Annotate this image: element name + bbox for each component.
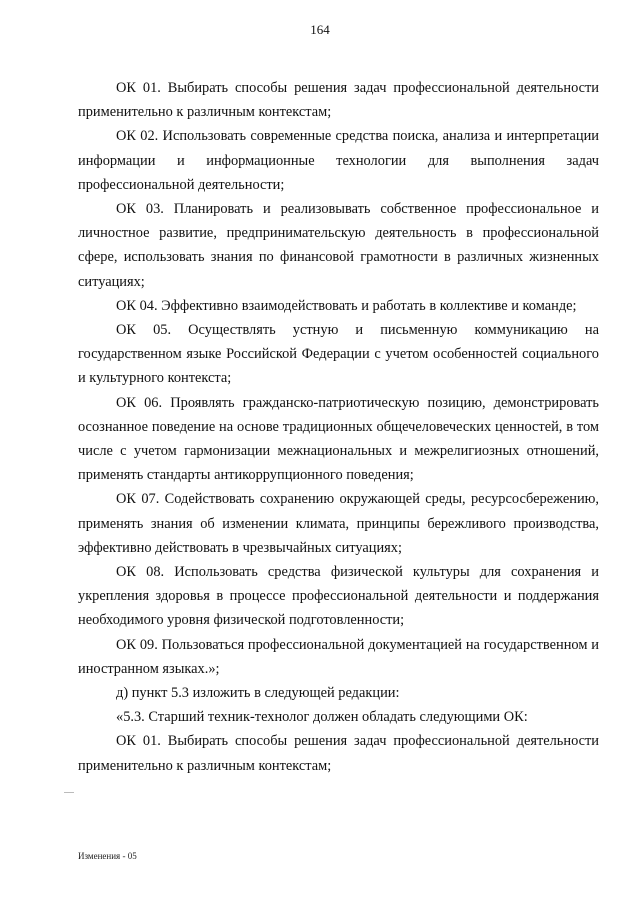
paragraph-item-d: д) пункт 5.3 изложить в следующей редакции: [116, 685, 400, 702]
paragraph-ok04: ОК 04. Эффективно взаимодействовать и работать в коллективе и команде; [116, 297, 577, 314]
page-number: 164 [310, 22, 330, 37]
paragraph-ok03: ОК 03. Планировать и реализовывать собственное профессиональное и личностное развитие, предпринимательскую деятельность в профессиональной сфере, использовать знания по финансовой грамотности в различных жизненных ситуациях; [78, 201, 599, 290]
paragraph-ok01: ОК 01. Выбирать способы решения задач профессиональной деятельности применительно к различным контекстам; [78, 80, 599, 121]
paragraph-ok06: ОК 06. Проявлять гражданско-патриотическую позицию, демонстрировать осознанное поведение на основе традиционных общечеловеческих ценностей, в том числе с учетом гармонизации межнациональных и межрелигиозных отношений, применять стандарты антикоррупционного поведения; [78, 394, 599, 484]
paragraph-ok08: ОК 08. Использовать средства физической культуры для сохранения и укрепления здоровья в процессе профессиональной деятельности и поддержания необходимого уровня физической подготовленности; [78, 564, 599, 629]
paragraph-ok05: ОК 05. Осуществлять устную и письменную коммуникацию на государственном языке Российской Федерации с учетом особенностей социального и культурного контекста; [78, 322, 599, 387]
footer-note: Изменения - 05 [78, 851, 137, 861]
paragraph-section-5-3: «5.3. Старший техник-технолог должен обладать следующими ОК: [116, 709, 528, 726]
document-body [78, 76, 599, 778]
paragraph-ok02: ОК 02. Использовать современные средства поиска, анализа и интерпретации информации и информационные технологии для выполнения задач профессиональной деятельности; [78, 128, 599, 193]
paragraph-ok07: ОК 07. Содействовать сохранению окружающей среды, ресурсосбережению, применять знания об изменении климата, принципы бережливого производства, эффективно действовать в чрезвычайных ситуациях; [78, 491, 599, 556]
scan-artifact [64, 792, 74, 793]
paragraph-ok09: ОК 09. Пользоваться профессиональной документацией на государственном и иностранном языках.»; [78, 636, 599, 677]
paragraph-ok01-repeat: ОК 01. Выбирать способы решения задач профессиональной деятельности применительно к различным контекстам; [78, 733, 599, 774]
